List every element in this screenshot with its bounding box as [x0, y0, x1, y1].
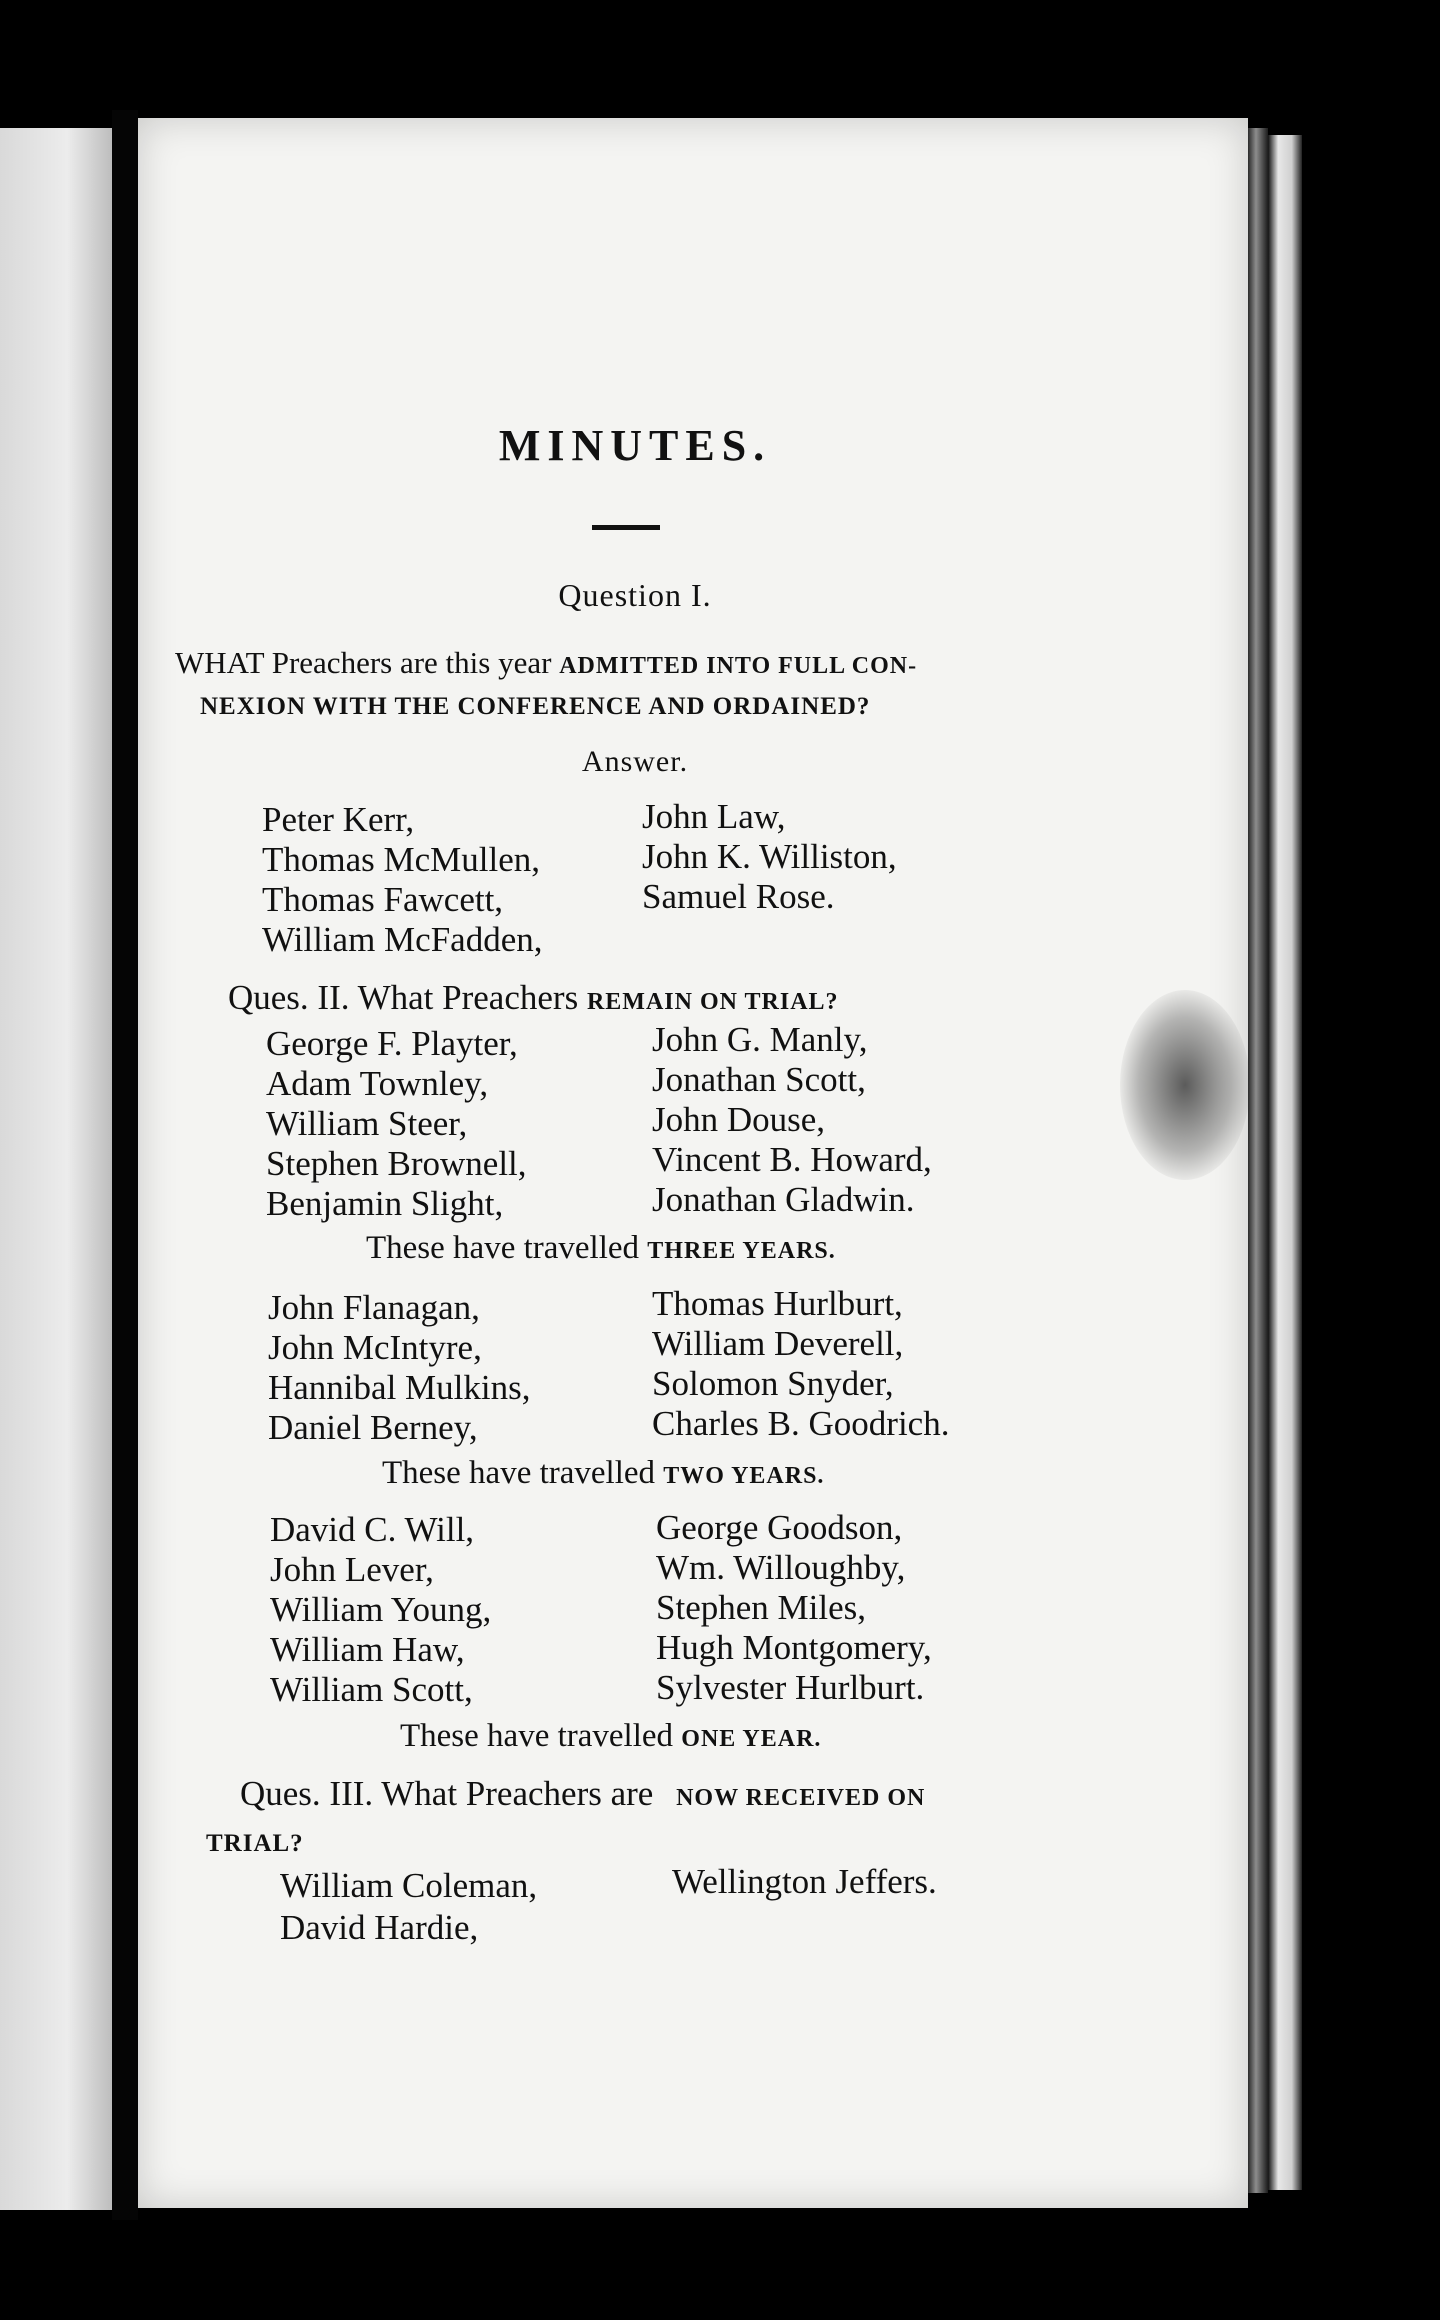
question-1-text-line-1	[175, 645, 917, 681]
one-year-left-5: William Scott,	[270, 1670, 473, 1709]
page-stack-edge	[1268, 135, 1302, 2190]
two-years-left-3: Hannibal Mulkins,	[268, 1368, 531, 1407]
title-rule	[592, 525, 660, 530]
one-year-left-3: William Young,	[270, 1590, 492, 1629]
three-years-note-caps: THREE YEARS.	[647, 1238, 836, 1264]
question-3-lead-caps: NOW RECEIVED ON	[676, 1785, 926, 1811]
two-years-right-3: Solomon Snyder,	[652, 1364, 894, 1403]
three-years-note-text: These have travelled	[366, 1230, 640, 1266]
question-1-heading: Question I.	[558, 577, 712, 613]
q1-name-left-2: Thomas McMullen,	[262, 840, 541, 879]
three-years-left-3: William Steer,	[266, 1104, 468, 1143]
three-years-right-1: John G. Manly,	[652, 1020, 868, 1059]
two-years-note	[382, 1455, 824, 1492]
one-year-right-4: Hugh Montgomery,	[656, 1628, 932, 1667]
answer-heading: Answer.	[581, 745, 689, 778]
q3-name-left-2: David Hardie,	[280, 1908, 479, 1947]
three-years-right-3: John Douse,	[652, 1100, 826, 1139]
ink-smudge	[1120, 990, 1250, 1180]
q1-name-left-1: Peter Kerr,	[262, 800, 415, 839]
three-years-left-2: Adam Townley,	[266, 1064, 489, 1103]
three-years-right-4: Vincent B. Howard,	[652, 1140, 932, 1179]
q1-name-right-2: John K. Williston,	[642, 837, 897, 876]
question-1-text-a: WHAT Preachers are this year	[175, 645, 552, 680]
question-1-text-line-2: NEXION WITH THE CONFERENCE AND ORDAINED?	[200, 693, 871, 720]
three-years-left-1: George F. Playter,	[266, 1024, 518, 1063]
question-3-lead-caps-2: TRIAL?	[206, 1830, 304, 1857]
one-year-note-caps: ONE YEAR.	[681, 1726, 822, 1752]
one-year-left-1: David C. Will,	[270, 1510, 475, 1549]
two-years-left-4: Daniel Berney,	[268, 1408, 478, 1447]
question-3-lead	[240, 1774, 925, 1814]
q1-name-left-3: Thomas Fawcett,	[262, 880, 504, 919]
two-years-right-1: Thomas Hurlburt,	[652, 1284, 903, 1323]
q1-name-right-3: Samuel Rose.	[642, 877, 835, 916]
one-year-right-5: Sylvester Hurlburt.	[656, 1668, 925, 1707]
question-2-lead-caps: REMAIN ON TRIAL?	[586, 989, 839, 1015]
three-years-right-5: Jonathan Gladwin.	[652, 1180, 915, 1219]
q3-name-left-1: William Coleman,	[280, 1866, 538, 1905]
three-years-left-5: Benjamin Slight,	[266, 1184, 504, 1223]
one-year-right-3: Stephen Miles,	[656, 1588, 866, 1627]
question-2-lead-text: Ques. II. What Preachers	[228, 978, 579, 1017]
two-years-left-2: John McIntyre,	[268, 1328, 482, 1367]
three-years-right-2: Jonathan Scott,	[652, 1060, 866, 1099]
two-years-note-text: These have travelled	[382, 1455, 656, 1491]
one-year-left-2: John Lever,	[270, 1550, 434, 1589]
two-years-right-2: William Deverell,	[652, 1324, 904, 1363]
q3-name-right-1: Wellington Jeffers.	[672, 1862, 937, 1901]
question-1-text-caps: ADMITTED INTO FULL CON-	[559, 653, 918, 679]
page-title: MINUTES.	[498, 421, 772, 470]
q1-name-right-1: John Law,	[642, 797, 786, 836]
three-years-note	[366, 1230, 836, 1267]
q1-name-left-4: William McFadden,	[262, 920, 543, 959]
three-years-left-4: Stephen Brownell,	[266, 1144, 527, 1183]
one-year-right-2: Wm. Willoughby,	[656, 1548, 906, 1587]
one-year-left-4: William Haw,	[270, 1630, 465, 1669]
one-year-note	[400, 1718, 821, 1755]
question-2-lead	[228, 978, 839, 1018]
one-year-note-text: These have travelled	[400, 1718, 674, 1754]
one-year-right-1: George Goodson,	[656, 1508, 903, 1547]
question-3-lead-text: Ques. III. What Preachers are	[240, 1774, 654, 1813]
two-years-right-4: Charles B. Goodrich.	[652, 1404, 950, 1443]
two-years-left-1: John Flanagan,	[268, 1288, 480, 1327]
two-years-note-caps: TWO YEARS.	[663, 1463, 825, 1489]
